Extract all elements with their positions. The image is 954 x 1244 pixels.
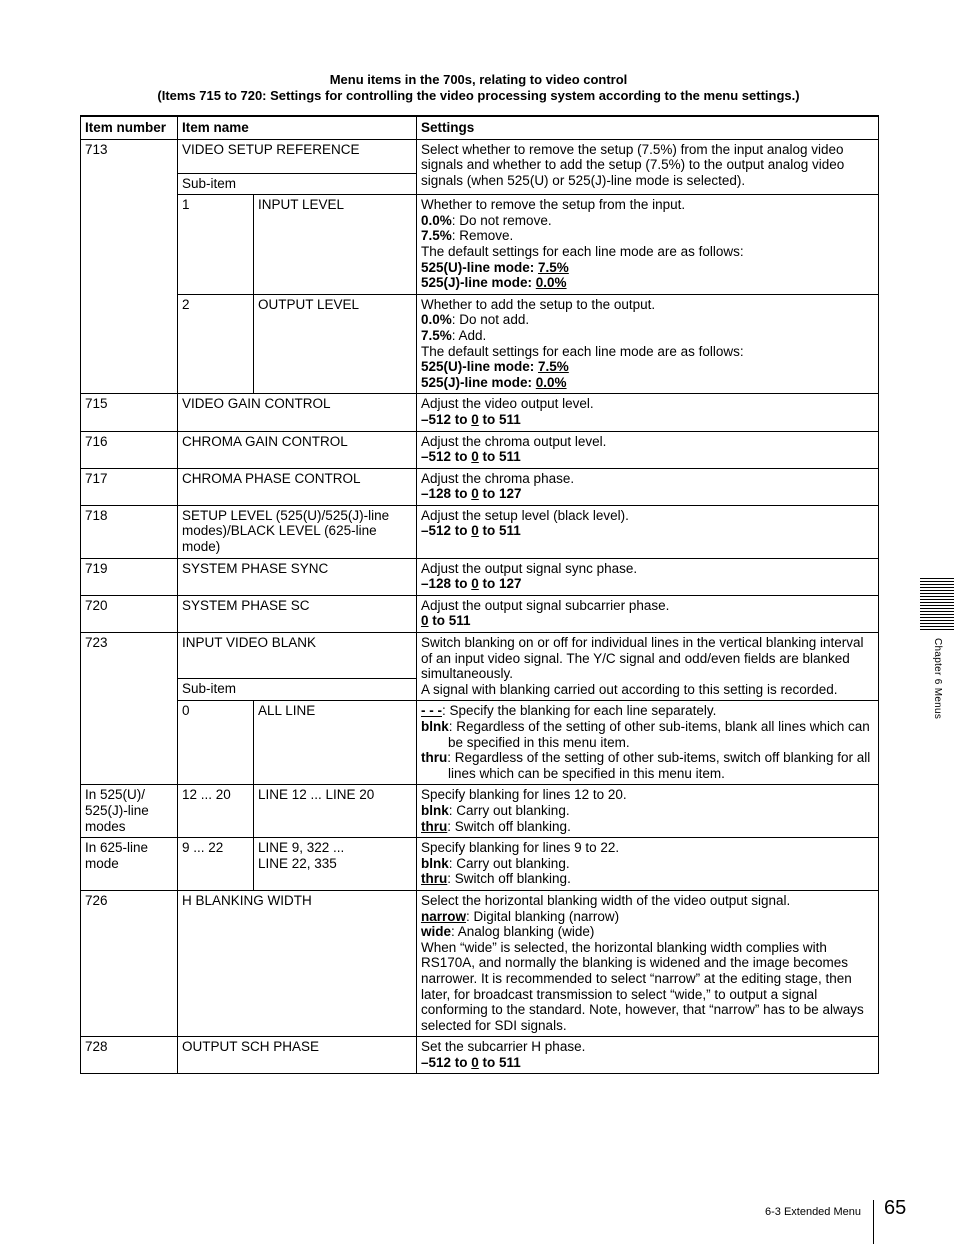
default-value: 0 (471, 576, 479, 592)
settings-line (421, 909, 874, 925)
item-name: OUTPUT SCH PHASE (178, 1037, 417, 1074)
default-value: 0 (471, 486, 479, 502)
default-value: 7.5% (538, 359, 569, 375)
table-row (81, 505, 879, 558)
table-row (81, 701, 879, 785)
option-value: blnk (421, 855, 449, 871)
mode-label: 525(J)-line mode: (421, 275, 536, 291)
sub-item-number: 9 ... 22 (178, 838, 254, 891)
settings-line (421, 856, 874, 872)
item-settings (417, 701, 879, 785)
settings-line (421, 924, 874, 940)
sub-item-name: ALL LINE (254, 701, 417, 785)
option-desc: : Switch off blanking. (447, 818, 571, 834)
option-desc: : Do not remove. (451, 212, 552, 228)
range-line (421, 486, 874, 502)
range-line (421, 576, 874, 592)
item-settings (417, 633, 879, 701)
sub-item-number: 0 (178, 701, 254, 785)
settings-line: Adjust the chroma output level. (421, 433, 607, 449)
table-row (81, 838, 879, 891)
range-end: to 511 (478, 449, 521, 465)
item-settings (417, 294, 879, 394)
option-value: 7.5% (421, 228, 452, 244)
option-value: blnk (421, 719, 449, 734)
default-value: 0.0% (535, 275, 567, 291)
settings-line (421, 312, 874, 328)
settings-line: Set the subcarrier H phase. (421, 1039, 586, 1055)
settings-line (421, 375, 874, 391)
range-start: –512 to (421, 411, 472, 427)
item-name: CHROMA PHASE CONTROL (178, 468, 417, 505)
settings-line (421, 359, 874, 375)
mode-label: 525(U)-line mode: (421, 259, 539, 275)
sub-item-number: 12 ... 20 (178, 785, 254, 838)
item-settings (417, 468, 879, 505)
range-end: to 127 (478, 486, 522, 502)
item-name: SETUP LEVEL (525(U)/525(J)-line modes)/BLACK LEVEL (625-line mode) (178, 505, 417, 558)
sub-item-name: OUTPUT LEVEL (254, 294, 417, 394)
table-row (81, 394, 879, 431)
menu-items-table (80, 115, 879, 1074)
item-number: 717 (81, 468, 178, 505)
settings-line: Adjust the chroma phase. (421, 470, 575, 486)
header-item-name: Item name (178, 116, 417, 139)
settings-line: Specify blanking for lines 9 to 22. (421, 840, 620, 856)
table-row (81, 139, 879, 173)
option-desc: : Do not add. (451, 312, 530, 328)
table-row (81, 294, 879, 394)
item-settings (417, 838, 879, 891)
option-desc: : Regardless of the setting of other sub-items, blank all lines which can be specified in this menu item. (448, 719, 870, 750)
item-settings (417, 595, 879, 632)
option-value: 7.5% (421, 327, 452, 343)
header-settings: Settings (417, 116, 879, 139)
default-value: - - - (421, 703, 442, 719)
sub-item-name-line: LINE 22, 335 (258, 855, 337, 871)
option-desc: : Add. (451, 327, 487, 343)
default-value: 0 (471, 523, 479, 539)
settings-line (421, 260, 874, 276)
default-value: 0 (471, 449, 479, 465)
item-settings (417, 890, 879, 1036)
option-value: 0.0% (421, 212, 452, 228)
range-start: –512 to (421, 523, 472, 539)
settings-line (421, 213, 874, 229)
range-line (421, 523, 874, 539)
settings-line: When “wide” is selected, the horizontal blanking width complies with RS170A, and normally the blanking is widened and the image becomes narrower. It is recommended to select “narrow” at the editing stage, then later, for broadcast transmission to select “wide,” to output a signal conforming to the standard. Note, however, that “narrow” has to be always selected for SDI signals. (421, 939, 864, 1033)
chapter-tab-label: Chapter 6 Menus (932, 638, 943, 720)
option-desc: : Digital blanking (narrow) (466, 908, 620, 924)
default-value: thru (421, 818, 448, 834)
settings-line: Adjust the video output level. (421, 396, 594, 412)
settings-line: Select the horizontal blanking width of the video output signal. (421, 892, 791, 908)
item-settings (417, 785, 879, 838)
settings-line: The default settings for each line mode are as follows: (421, 343, 744, 359)
option-desc: : Remove. (451, 228, 514, 244)
table-row (81, 468, 879, 505)
table-row (81, 431, 879, 468)
settings-line: A signal with blanking carried out according to this setting is recorded. (421, 681, 838, 697)
item-settings (417, 558, 879, 595)
settings-line (421, 228, 874, 244)
settings-line (421, 703, 874, 719)
option-desc: : Switch off blanking. (447, 871, 571, 887)
item-name: SYSTEM PHASE SC (178, 595, 417, 632)
settings-line (421, 819, 874, 835)
table-row (81, 1037, 879, 1074)
chapter-tab-bars (920, 578, 954, 632)
sub-item-name: LINE 12 ... LINE 20 (254, 785, 417, 838)
sub-item-number: 1 (178, 195, 254, 295)
footer-section-label: 6-3 Extended Menu (764, 1206, 861, 1218)
item-settings (417, 431, 879, 468)
settings-line: Adjust the setup level (black level). (421, 507, 629, 523)
heading-line-1: Menu items in the 700s, relating to video control (329, 72, 628, 87)
item-name: H BLANKING WIDTH (178, 890, 417, 1036)
range-line (421, 412, 874, 428)
mode-label: 525(J)-line mode: (421, 374, 536, 390)
heading-line-2: (Items 715 to 720: Settings for controlling the video processing system according to the menu settings.) (157, 88, 800, 103)
range-line (421, 1055, 874, 1071)
range-end: to 511 (478, 411, 521, 427)
range-end: to 511 (478, 523, 521, 539)
range-start: –128 to (421, 486, 472, 502)
item-name: CHROMA GAIN CONTROL (178, 431, 417, 468)
item-name: INPUT VIDEO BLANK (178, 633, 417, 679)
item-name: VIDEO GAIN CONTROL (178, 394, 417, 431)
option-value: 0.0% (421, 312, 452, 328)
mode-label: 525(U)-line mode: (421, 359, 539, 375)
settings-line (421, 328, 874, 344)
item-number: 728 (81, 1037, 178, 1074)
range-start: –512 to (421, 449, 472, 465)
item-name: SYSTEM PHASE SYNC (178, 558, 417, 595)
table-row (81, 595, 879, 632)
item-number: 720 (81, 595, 178, 632)
settings-line (421, 275, 874, 291)
range-start: –128 to (421, 576, 472, 592)
item-settings (417, 394, 879, 431)
mode-label: In 525(U)/ 525(J)-line modes (81, 785, 178, 838)
item-number: 723 (81, 633, 178, 785)
option-value: wide (421, 924, 452, 940)
item-number: 713 (81, 139, 178, 394)
default-value: thru (421, 871, 448, 887)
sub-item-label: Sub-item (178, 173, 417, 195)
footer-divider (873, 1200, 874, 1244)
settings-line (421, 719, 874, 750)
item-settings (417, 195, 879, 295)
table-header-row (81, 116, 879, 139)
item-name: VIDEO SETUP REFERENCE (178, 139, 417, 173)
range-end: to 511 (428, 613, 471, 629)
item-number: 715 (81, 394, 178, 431)
header-item-number: Item number (81, 116, 178, 139)
item-settings (417, 1037, 879, 1074)
range-end: to 511 (478, 1054, 521, 1070)
option-desc: : Carry out blanking. (448, 855, 570, 871)
item-settings: Select whether to remove the setup (7.5%) from the input analog video signals and whether to add the setup (7.5%) to the output analog video signals (when 525(U) or 525(J)-line mode is selected). (417, 139, 879, 195)
item-number: 719 (81, 558, 178, 595)
item-number: 718 (81, 505, 178, 558)
default-value: 0.0% (535, 374, 567, 390)
settings-line (421, 750, 874, 781)
default-value: 0 (471, 411, 479, 427)
table-row (81, 195, 879, 295)
table-row (81, 558, 879, 595)
settings-line: The default settings for each line mode are as follows: (421, 243, 744, 259)
settings-line: Whether to add the setup to the output. (421, 296, 656, 312)
option-value: blnk (421, 802, 449, 818)
settings-line: Specify blanking for lines 12 to 20. (421, 787, 627, 803)
settings-line: Whether to remove the setup from the input. (421, 197, 686, 213)
settings-line (421, 803, 874, 819)
page-number: 65 (884, 1197, 907, 1219)
sub-item-label: Sub-item (178, 679, 417, 701)
option-desc: : Specify the blanking for each line separately. (442, 703, 717, 719)
option-desc: : Carry out blanking. (448, 802, 570, 818)
settings-line: Adjust the output signal sync phase. (421, 560, 638, 576)
sub-item-name (254, 838, 417, 891)
settings-line: Adjust the output signal subcarrier phase. (421, 597, 670, 613)
option-desc: : Regardless of the setting of other sub-items, switch off blanking for all lines which can be specified in this menu item. (447, 750, 871, 781)
default-value: narrow (421, 908, 467, 924)
default-value: 0 (421, 613, 429, 629)
mode-label: In 625-line mode (81, 838, 178, 891)
option-desc: : Analog blanking (wide) (451, 924, 595, 940)
table-row (81, 785, 879, 838)
sub-item-number: 2 (178, 294, 254, 394)
range-line (421, 449, 874, 465)
page-heading (80, 72, 877, 104)
item-number: 726 (81, 890, 178, 1036)
default-value: 0 (471, 1054, 479, 1070)
settings-line: Switch blanking on or off for individual lines in the vertical blanking interval of an input video signal. The Y/C signal and odd/even fields are blanked simultaneously. (421, 635, 864, 682)
table-row (81, 890, 879, 1036)
range-end: to 127 (478, 576, 522, 592)
settings-line (421, 871, 874, 887)
item-number: 716 (81, 431, 178, 468)
sub-item-name: INPUT LEVEL (254, 195, 417, 295)
option-value: thru (421, 750, 448, 766)
sub-item-name-line: LINE 9, 322 ... (258, 840, 345, 856)
table-row (81, 633, 879, 679)
range-start: –512 to (421, 1054, 472, 1070)
default-value: 7.5% (538, 259, 569, 275)
range-line (421, 613, 874, 629)
item-settings (417, 505, 879, 558)
